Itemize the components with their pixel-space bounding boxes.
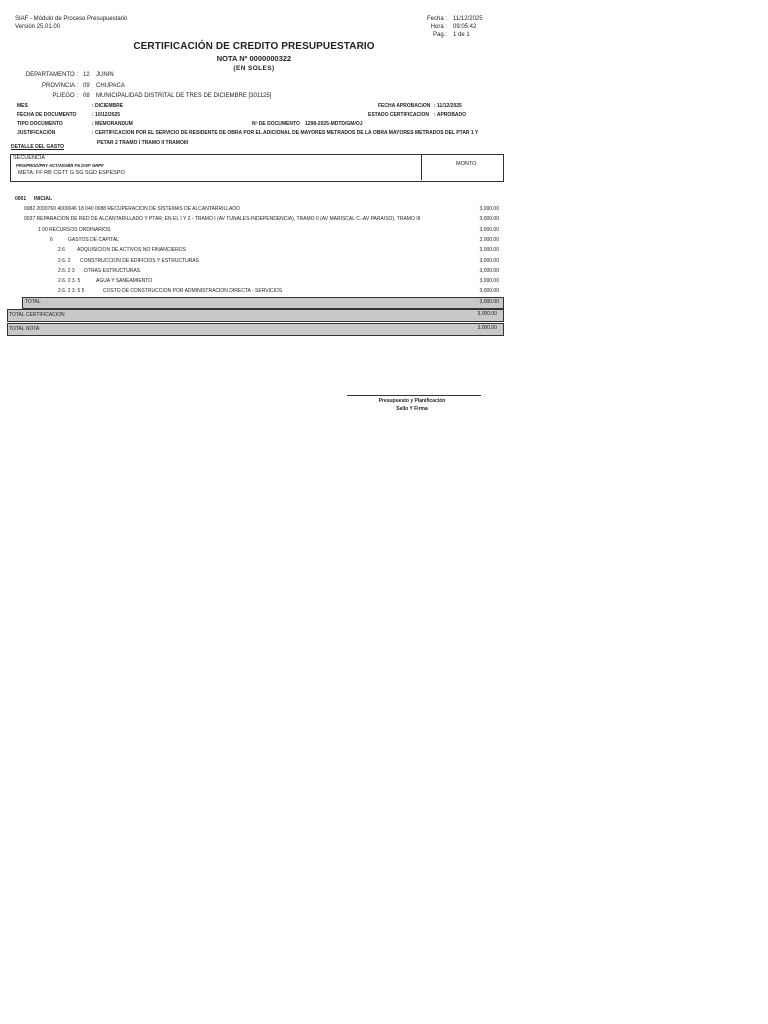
pliego-code: 08 <box>83 93 90 99</box>
fecha-aprobacion-label: FECHA APROBACION <box>378 103 431 109</box>
total-certificacion-label: TOTAL CERTIFICACION <box>9 312 65 318</box>
signature-line <box>347 395 481 396</box>
amount-project: 3,000.00 <box>479 216 499 222</box>
nro-documento-value: 1298-2025-MDTD/GM/OJ <box>305 121 363 127</box>
line-subgenerica-code: 2.6. 2 <box>58 258 71 264</box>
departamento-name: JUNIN <box>96 72 114 78</box>
sequence-type: INICIAL <box>34 196 53 202</box>
detalle-gasto-heading: DETALLE DEL GASTO <box>11 144 65 150</box>
system-version: Versión 25.01.00 <box>15 24 61 30</box>
justificacion-label: JUSTIFICACIÓN <box>17 130 56 136</box>
line-program: 0082 2000760 4000046 18 040 0088 RECUPERACION DE SISTEMAS DE ALCANTARRILLADO <box>24 206 240 212</box>
line-subgenerica-det-code: 2.6. 2 3 <box>58 268 75 274</box>
nro-documento-label: Nº DE DOCUMENTO <box>252 121 300 127</box>
line-especifica: AGUA Y SANEAMIENTO <box>96 278 153 284</box>
provincia-label: PROVINCIA : <box>41 83 78 89</box>
pliego-label: PLIEGO : <box>52 93 78 99</box>
line-especifica-code: 2.6. 2 3. 5 <box>58 278 81 284</box>
column-codes-label: PRG/PROD/PRY ACT/AI/OBR FN DIVF GRPF <box>16 163 104 168</box>
line-generica: GASTOS DE CAPITAL <box>68 237 119 243</box>
sequence-number: 0001 <box>15 196 27 202</box>
detail-header-divider <box>421 154 422 180</box>
line-fuente: 1 00 RECURSOS ORDINARIOS <box>38 227 111 233</box>
line-subgenerica: CONSTRUCCION DE EDIFICIOS Y ESTRUCTURAS <box>80 258 199 264</box>
line-generica-code: 6 <box>50 237 53 243</box>
total-row <box>22 297 504 309</box>
justificacion-text-line2: PETAR 2 TRAMO I TRAMO II TRAMOIII <box>97 140 189 146</box>
hora-label: Hora : <box>430 24 447 30</box>
estado-certificacion-value: : APROBADO <box>434 112 467 118</box>
tipo-documento-label: TIPO DOCUMENTO <box>17 121 63 127</box>
pag-value: 1 de 1 <box>453 32 470 38</box>
fecha-aprobacion-value: : 11/12/2025 <box>434 103 462 109</box>
line-subgenerica-det: OTRAS ESTRUCTURAS <box>84 268 141 274</box>
fecha-value: 11/12/2025 <box>453 16 483 22</box>
secuencia-label: SECUENCIA <box>13 155 46 161</box>
nota-number <box>0 54 508 63</box>
amount-generica-gasto: 3,000.00 <box>479 247 499 253</box>
signature-caption: Sello Y Firma <box>396 406 428 412</box>
tipo-documento-value: : MEMORANDUM <box>92 121 133 127</box>
amount-especifica-det: 3,000.00 <box>479 288 499 294</box>
signature-office: Presupuesto y Planificación <box>378 398 446 404</box>
provincia-name: CHUPACA <box>96 83 125 89</box>
departamento-code: 12 <box>83 72 90 78</box>
nota-label: NOTA Nº <box>216 54 248 63</box>
meta-label: META: FF RB CGTT G SG SGD ESPESPO <box>18 170 125 176</box>
total-label: TOTAL <box>25 299 41 305</box>
estado-certificacion-label: ESTADO CERTIFICACION <box>368 112 430 118</box>
pag-label: Pag.: <box>432 32 447 38</box>
amount-fuente: 3,000.00 <box>479 227 499 233</box>
line-generica-gasto: ADQUISICION DE ACTIVOS NO FINANCIEROS <box>77 247 186 253</box>
line-project: 0037 REPARACION DE RED DE ALCANTARILLADO Y PTAR; EN EL I Y 2 - TRAMO I (AV TUNALES-INDEPENDENCIA), TRAMO II (AV MARISCAL C.-AV PARAISO), TRAMO III <box>24 216 421 222</box>
fecha-label: Fecha : <box>426 16 447 22</box>
currency-note: (EN SOLES) <box>233 65 275 72</box>
amount-subgenerica: 3,000.00 <box>479 258 499 264</box>
monto-header: MONTO <box>456 161 477 167</box>
hora-value: 09:05:42 <box>453 24 477 30</box>
mes-value: : DICIEMBRE <box>92 103 124 109</box>
total-certificacion-amount: 3,000.00 <box>477 311 497 317</box>
line-especifica-det-code: 2.6. 2 3. 5 5 <box>58 288 85 294</box>
amount-subgenerica-det: 3,000.00 <box>479 268 499 274</box>
line-especifica-det: COSTO DE CONSTRUCCION POR ADMINISTRACION DIRECTA - SERVICIOS <box>103 288 283 294</box>
fecha-documento-value: : 10/12/2025 <box>92 112 121 118</box>
system-name: SIAF - Módulo de Proceso Presupuestario <box>15 16 128 22</box>
justificacion-text-line1: : CERTIFICACION POR EL SERVICIO DE RESIDENTE DE OBRA POR EL ADICIONAL DE MAYORES METRADOS DE LA OBRA MAYORES METRADOS DEL PTAR 1 Y <box>92 130 479 136</box>
provincia-code: 09 <box>83 83 90 89</box>
total-certificacion-row <box>7 309 504 322</box>
total-nota-label: TOTAL NOTA <box>9 326 40 332</box>
amount-especifica: 3,000.00 <box>479 278 499 284</box>
departamento-label: DEPARTAMENTO : <box>25 72 78 78</box>
document-title: CERTIFICACIÓN DE CREDITO PRESUPUESTARIO <box>133 41 375 52</box>
total-nota-row <box>7 323 504 336</box>
fecha-documento-label: FECHA DE DOCUMENTO <box>17 112 77 118</box>
amount-program: 3,000.00 <box>479 206 499 212</box>
amount-generica: 3,000.00 <box>479 237 499 243</box>
nota-value: 0000000322 <box>249 54 292 63</box>
total-amount: 3,000.00 <box>479 299 499 305</box>
total-nota-amount: 3,000.00 <box>477 325 497 331</box>
mes-label: MES <box>17 103 28 109</box>
detail-header-box <box>10 154 504 182</box>
line-generica-gasto-code: 2.6 <box>58 247 65 253</box>
pliego-name: MUNICIPALIDAD DISTRITAL DE TRES DE DICIEMBRE [301125] <box>96 93 272 99</box>
